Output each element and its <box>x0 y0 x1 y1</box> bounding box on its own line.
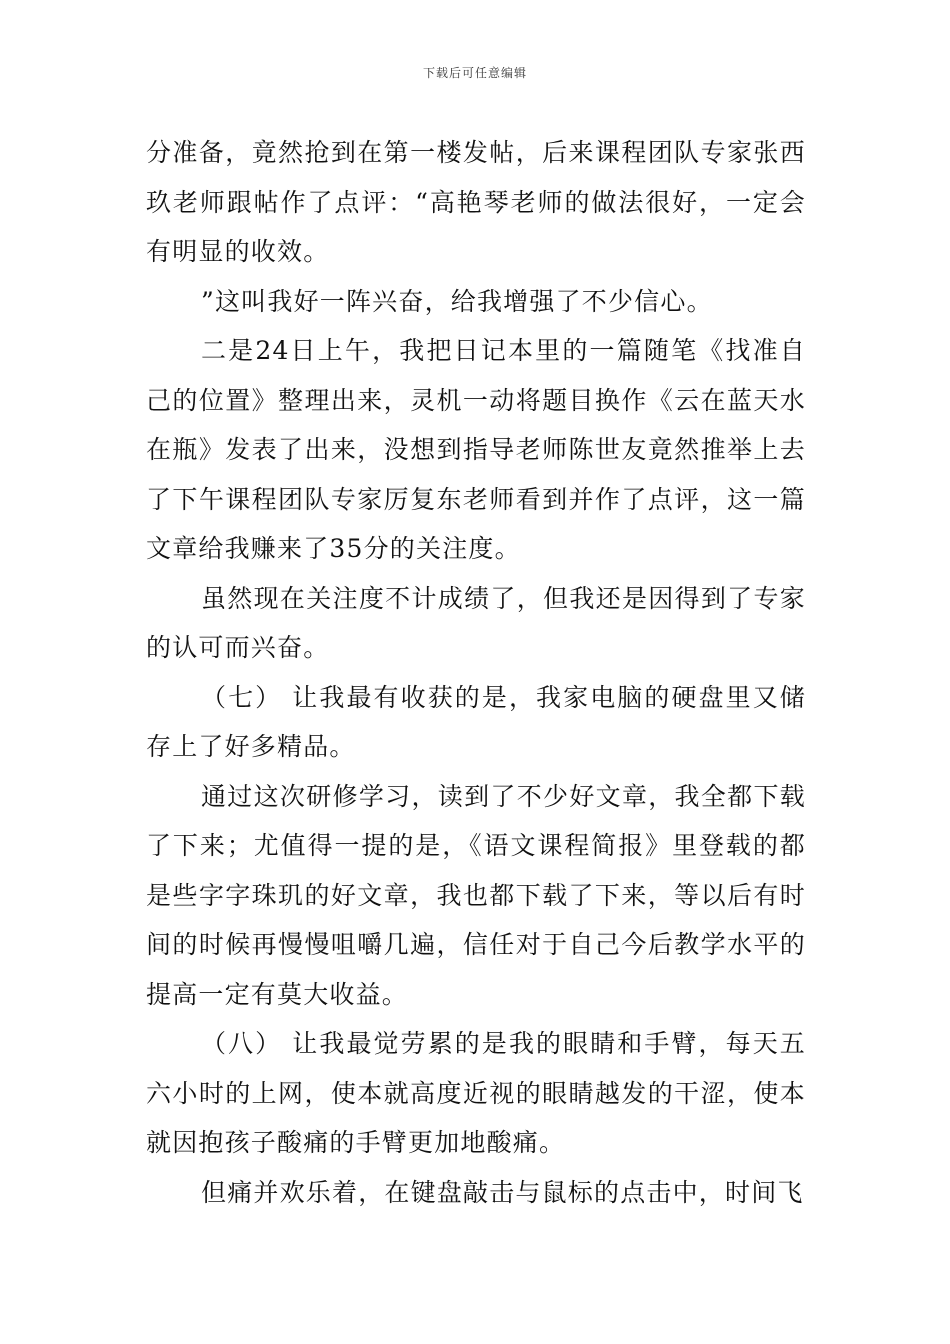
paragraph-7: （八） 让我最觉劳累的是我的眼睛和手臂，每天五六小时的上网，使本就高度近视的眼睛越发的干涩，使本就因抱孩子酸痛的手臂更加地酸痛。 <box>146 1029 806 1157</box>
paragraph-3: 二是24日上午，我把日记本里的一篇随笔《找准自己的位置》整理出来，灵机一动将题目换作《云在蓝天水在瓶》发表了出来，没想到指导老师陈世友竟然推举上去了下午课程团队专家厉复东老师看到并作了点评，这一篇文章给我赚来了35分的关注度。 <box>146 336 806 563</box>
page-header: 下载后可任意编辑 <box>422 66 527 80</box>
paragraph-2: ”这叫我好一阵兴奋，给我增强了不少信心。 <box>201 286 713 316</box>
document-body <box>146 128 806 1217</box>
paragraph-1: 分准备，竟然抢到在第一楼发帖，后来课程团队专家张西玖老师跟帖作了点评：“高艳琴老师的做法很好，一定会有明显的收效。 <box>146 138 806 266</box>
paragraph-8: 但痛并欢乐着，在键盘敲击与鼠标的点击中，时间飞 <box>201 1177 804 1207</box>
paragraph-5: （七） 让我最有收获的是，我家电脑的硬盘里又储存上了好多精品。 <box>146 682 806 761</box>
paragraph-6: 通过这次研修学习，读到了不少好文章，我全都下载了下来；尤值得一提的是，《语文课程简报》里登载的都是些字字珠玑的好文章，我也都下载了下来，等以后有时间的时候再慢慢咀嚼几遍，信任对于自己今后教学水平的提高一定有莫大收益。 <box>146 781 806 1009</box>
paragraph-4: 虽然现在关注度不计成绩了，但我还是因得到了专家的认可而兴奋。 <box>146 583 806 662</box>
